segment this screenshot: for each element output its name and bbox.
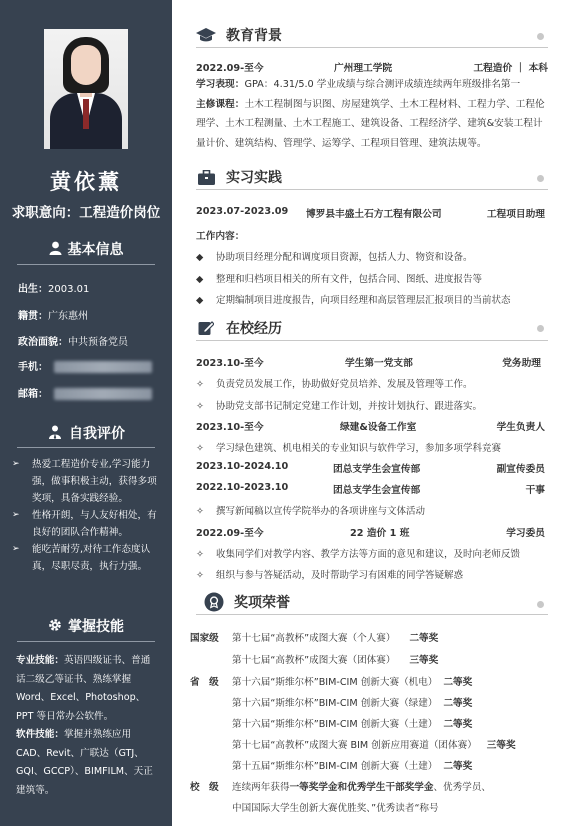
award-item: 第十六届“斯维尔杯”BIM-CIM 创新大赛（绿建） 二等奖 [232,698,473,709]
skills-text: 专业技能：英语四级证书、普通话二级乙等证书、熟练掌握 Word、Excel、Photoshop、PPT 等日常办公软件。 软件技能：掌握并熟练应用 CAD、Revit、广联达（GTJ、GQI、GCCP）、BIMFILM、天正建筑等。 [16,655,153,796]
divider [17,447,155,448]
people-icon [47,425,63,443]
award-level: 国家级 [190,633,219,644]
campus-row: 2023.10-至今 学生第一党支部 党务助理 [196,358,541,369]
basic-info-heading [0,239,172,259]
awards-heading [204,592,548,612]
profile-photo [44,29,128,149]
info-hometown: 籍贯：广东惠州 [18,311,88,322]
education-title: 教育背景 [226,28,282,44]
job-intent: 求职意向：工程造价岗位 [11,205,161,221]
award-level: 省 级 [190,677,219,688]
section-dot [537,601,544,608]
practice-content-label: 工作内容： [196,231,245,242]
campus-title: 在校经历 [226,321,282,337]
award-level: 校 级 [190,782,219,793]
list-item: ◆ 协助项目经理分配和调度项目资源，包括人力、物资和设备。 [196,252,473,263]
info-birth: 出生：2003.01 [18,284,90,295]
education-heading [196,25,548,45]
campus-row: 2023.10-至今 绿建&设备工作室 学生负责人 [196,422,545,433]
skills-title: 掌握技能 [68,619,124,635]
medal-icon [204,593,224,611]
list-item: ✧ 学习绿色建筑、机电相关的专业知识与软件学习，参加多项学科竞赛 [196,443,502,454]
divider [196,47,548,48]
divider [196,340,548,341]
practice-title: 实习实践 [226,170,282,186]
divider [196,189,548,190]
self-eval-heading [0,423,172,443]
list-item: ◆ 定期编制项目进度报告，向项目经理和高层管理层汇报项目的当前状态 [196,295,511,306]
practice-row: 2023.07-2023.09 博罗县丰盛土石方工程有限公司 工程项目助理 [196,206,545,220]
education-row: 2022.09-至今 广州理工学院 工程造价 ｜ 本科 [196,63,548,74]
section-dot [537,175,544,182]
campus-heading [196,318,548,338]
practice-heading [196,167,548,187]
list-item: ✧ 负责党员发展工作，协助做好党员培养、发展及管理等工作。 [196,379,473,390]
person-icon [49,241,62,259]
award-item: 第十六届“斯维尔杯”BIM-CIM 创新大赛（机电） 二等奖 [232,677,473,688]
briefcase-icon [196,168,216,186]
redacted-phone [54,361,152,373]
info-politics: 政治面貌：中共预备党员 [18,337,128,348]
awards-title: 奖项荣誉 [234,595,290,611]
section-dot [537,33,544,40]
divider [196,614,548,615]
divider [17,641,155,642]
basic-info-title: 基本信息 [67,242,124,258]
self-eval-title: 自我评价 [69,426,125,442]
self-eval-list [12,456,164,575]
award-item: 连续两年获得一等奖学金和优秀学生干部奖学金、优秀学员、 [232,782,492,793]
campus-row: 2022.10-2023.10 团总支学生会宣传部 干事 [196,482,545,496]
gear-icon [48,618,62,636]
candidate-name: 黄依薰 [50,170,122,194]
graduation-cap-icon [196,26,216,44]
list-item: ✧ 组织与参与答疑活动，及时帮助学习有困难的同学答疑解惑 [196,570,464,581]
education-details: 学习表现：GPA：4.31/5.0 学业成绩与综合测评成绩连续两年班级排名第一 主修课程：土木工程制图与识图、房屋建筑学、土木工程材料、工程力学、工程伦理学、土木工程测量、土木工程施工、建筑设备、工程经济学、建筑&安装工程计量计价、建筑结构、管理学、运筹学、工程项目管理、建筑法规等。 [196,79,545,149]
list-item: ◆ 整理和归档项目相关的所有文件，包括合同、图纸、进度报告等 [196,274,483,285]
skills-heading [0,616,172,636]
award-item: 第十七届“高教杯”成图大赛（团体赛） 三等奖 [232,655,439,666]
list-item: ➢ 性格开朗，与人友好相处，有良好的团队合作精神。 [12,507,164,541]
section-dot [537,325,544,332]
list-item: ➢ 热爱工程造价专业,学习能力强，做事积极主动，获得多项奖项，具备实践经验。 [12,456,164,507]
campus-row: 2023.10-2024.10 团总支学生会宣传部 副宣传委员 [196,461,545,475]
edit-icon [196,319,216,337]
award-item: 第十六届“斯维尔杯”BIM-CIM 创新大赛（土建） 二等奖 [232,719,473,730]
info-phone: 手机： [18,358,152,373]
redacted-email [54,388,152,400]
list-item: ✧ 收集同学们对教学内容、教学方法等方面的意见和建议，及时向老师反馈 [196,549,521,560]
list-item: ✧ 协助党支部书记制定党建工作计划，并按计划执行、跟进落实。 [196,401,483,412]
list-item: ➢ 能吃苦耐劳,对待工作态度认真，尽职尽责，执行力强。 [12,541,164,575]
award-item: 中国国际大学生创新大赛优胜奖、”优秀读者“称号 [232,803,439,814]
campus-row: 2022.09-至今 22 造价 1 班 学习委员 [196,528,545,539]
sidebar [0,0,172,826]
info-email: 邮箱： [18,385,152,400]
award-item: 第十七届“高教杯”成图大赛 BIM 创新应用赛道（团体赛） 三等奖 [232,740,516,751]
list-item: ✧ 撰写新闻稿以宣传学院举办的各项讲座与文体活动 [196,506,426,517]
award-item: 第十七届“高教杯”成图大赛（个人赛） 二等奖 [232,633,439,644]
award-item: 第十五届“斯维尔杯”BIM-CIM 创新大赛（土建） 二等奖 [232,761,473,772]
divider [17,264,155,265]
